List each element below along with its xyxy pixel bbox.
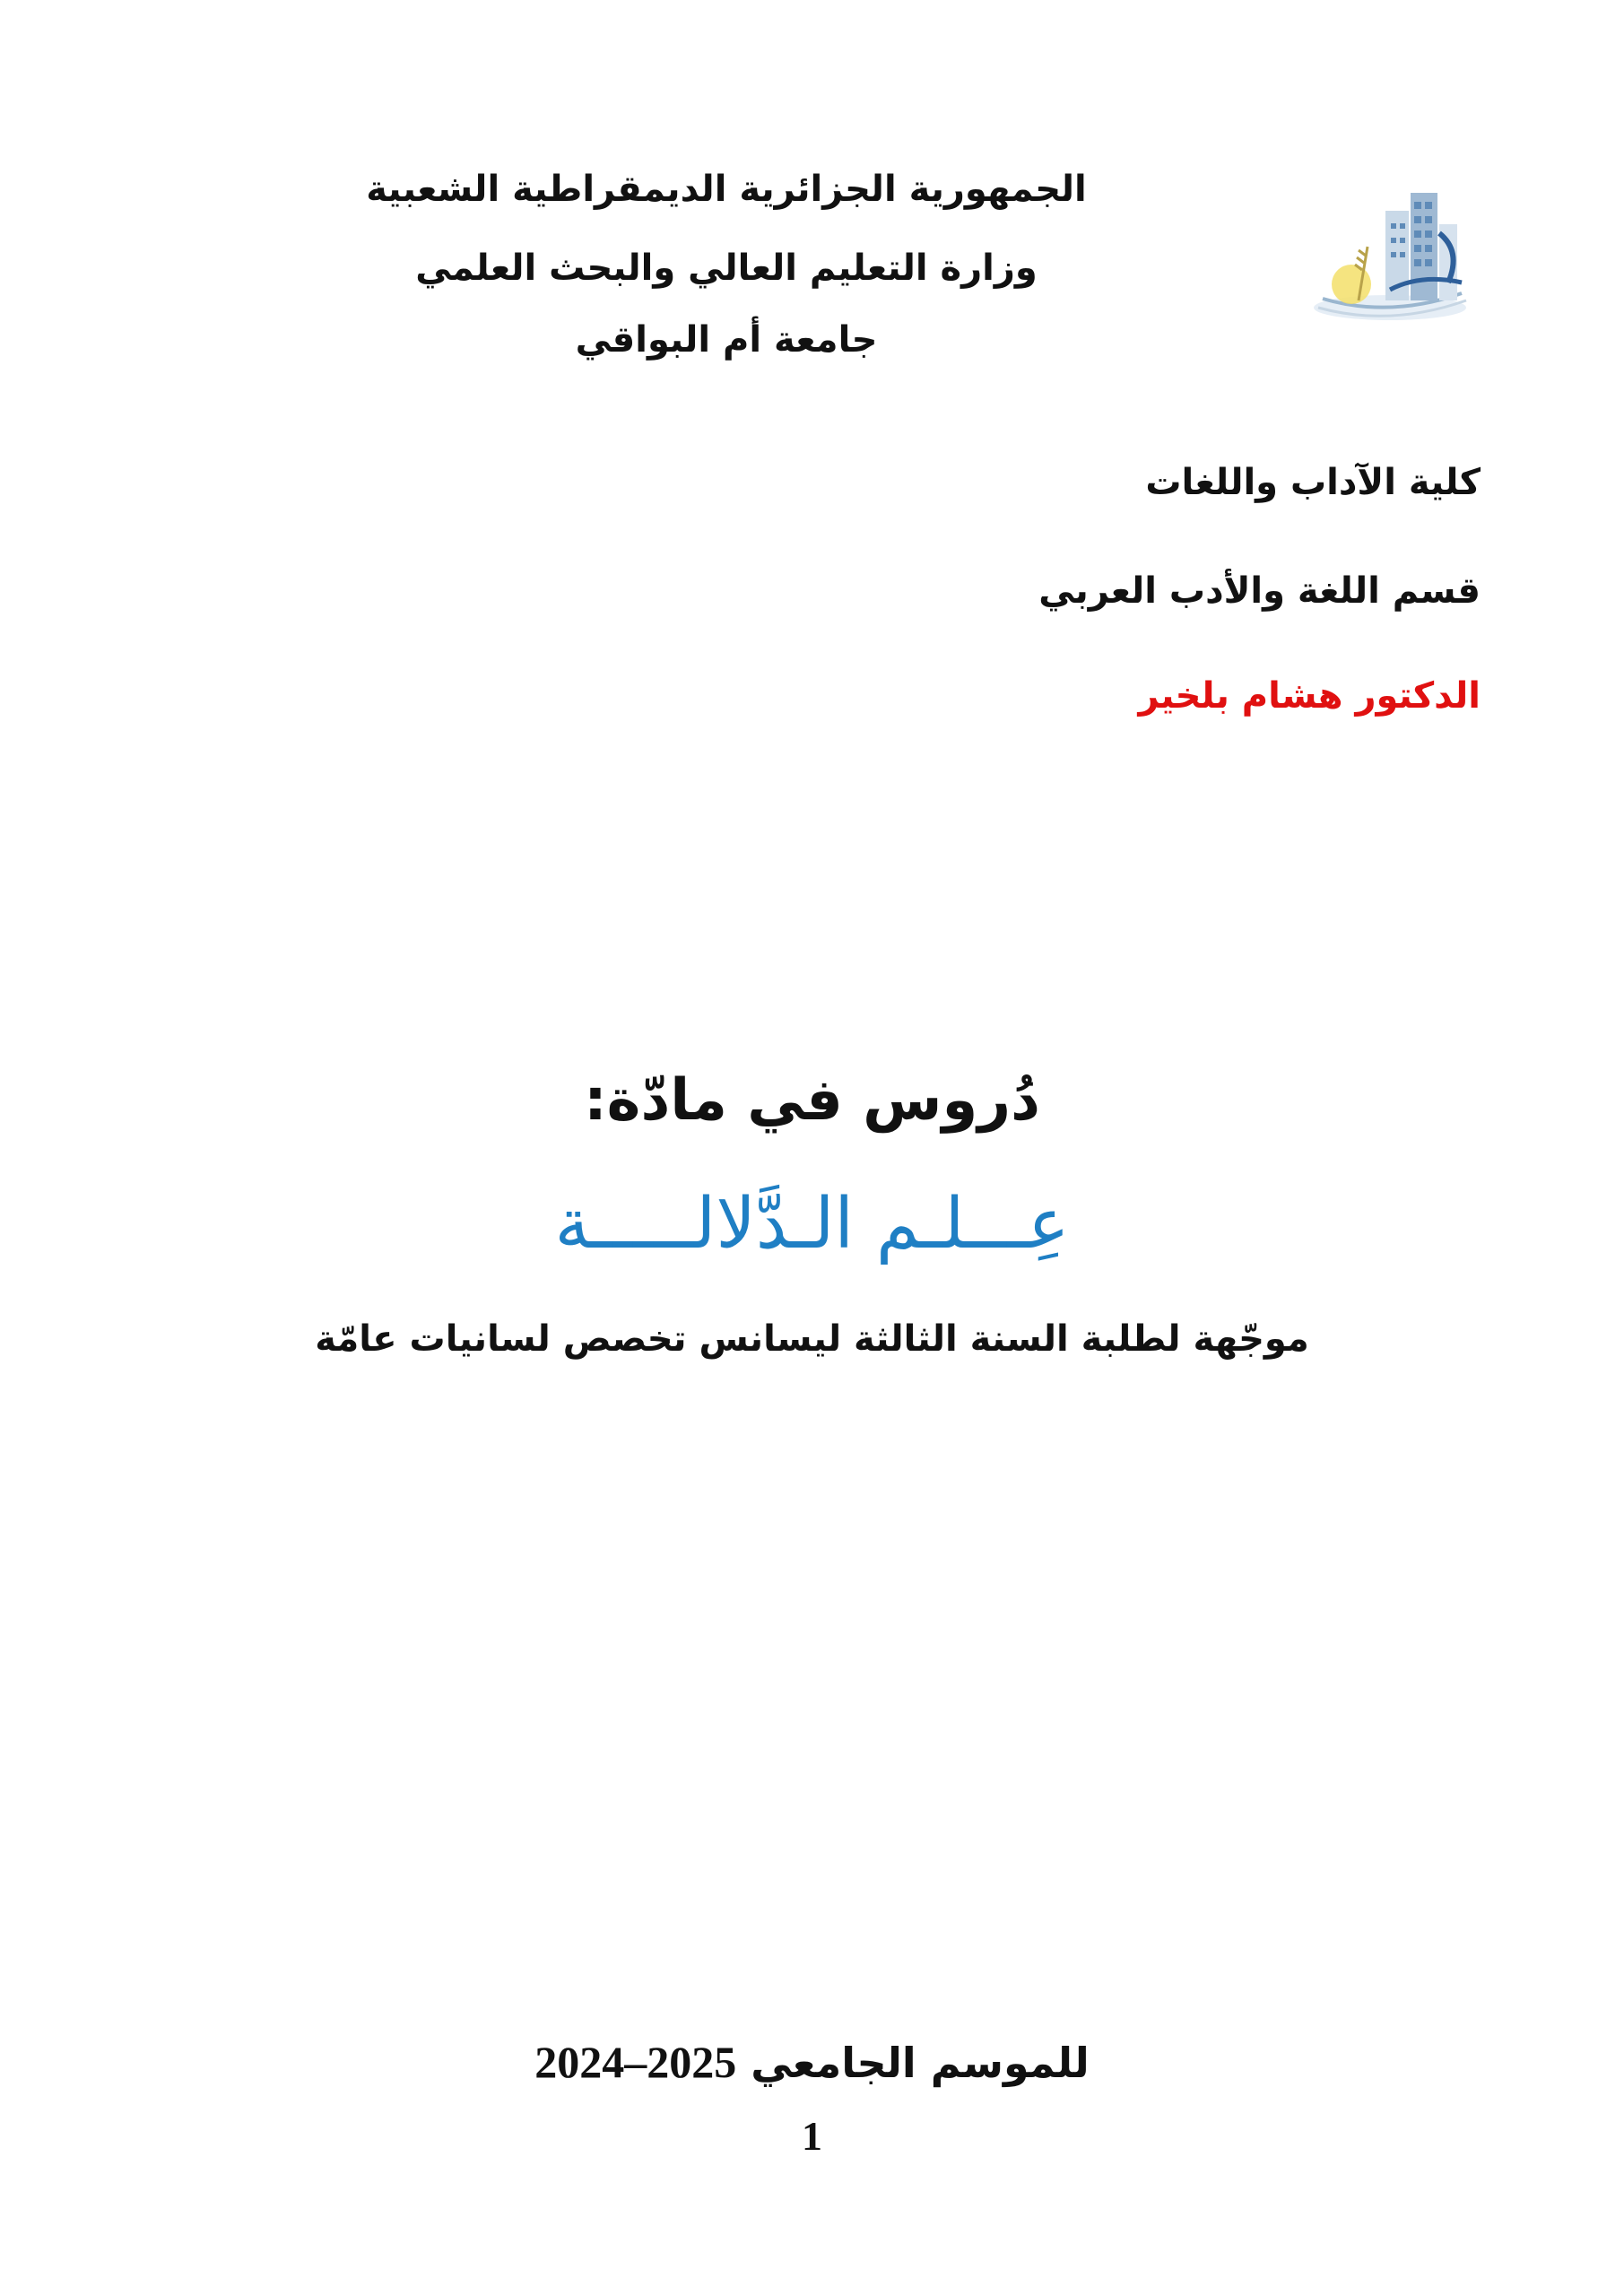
faculty-name: كلية الآداب واللغات [1145,462,1481,503]
republic-heading: الجمهورية الجزائرية الديمقراطية الشعبية [366,169,1087,210]
department-name: قسم اللغة والأدب العربي [1038,570,1481,612]
course-intro: دُروس في مادّة: [584,1067,1040,1134]
professor-name: الدكتور هشام بلخير [1138,675,1481,717]
season-years: 2024–2025 [534,2037,737,2087]
ministry-heading: وزارة التعليم العالي والبحث العلمي [415,248,1038,289]
university-logo [1305,184,1475,327]
academic-season [0,2036,1624,2088]
page-number: 1 [802,2113,822,2159]
course-audience: موجّهة لطلبة السنة الثالثة ليسانس تخصص لسانيات عامّة [315,1318,1309,1360]
season-label: للموسم الجامعي [751,2039,1090,2087]
university-heading: جامعة أم البواقي [575,319,878,361]
course-title: عِـــلـم الـدَّلالـــــة [554,1184,1070,1265]
